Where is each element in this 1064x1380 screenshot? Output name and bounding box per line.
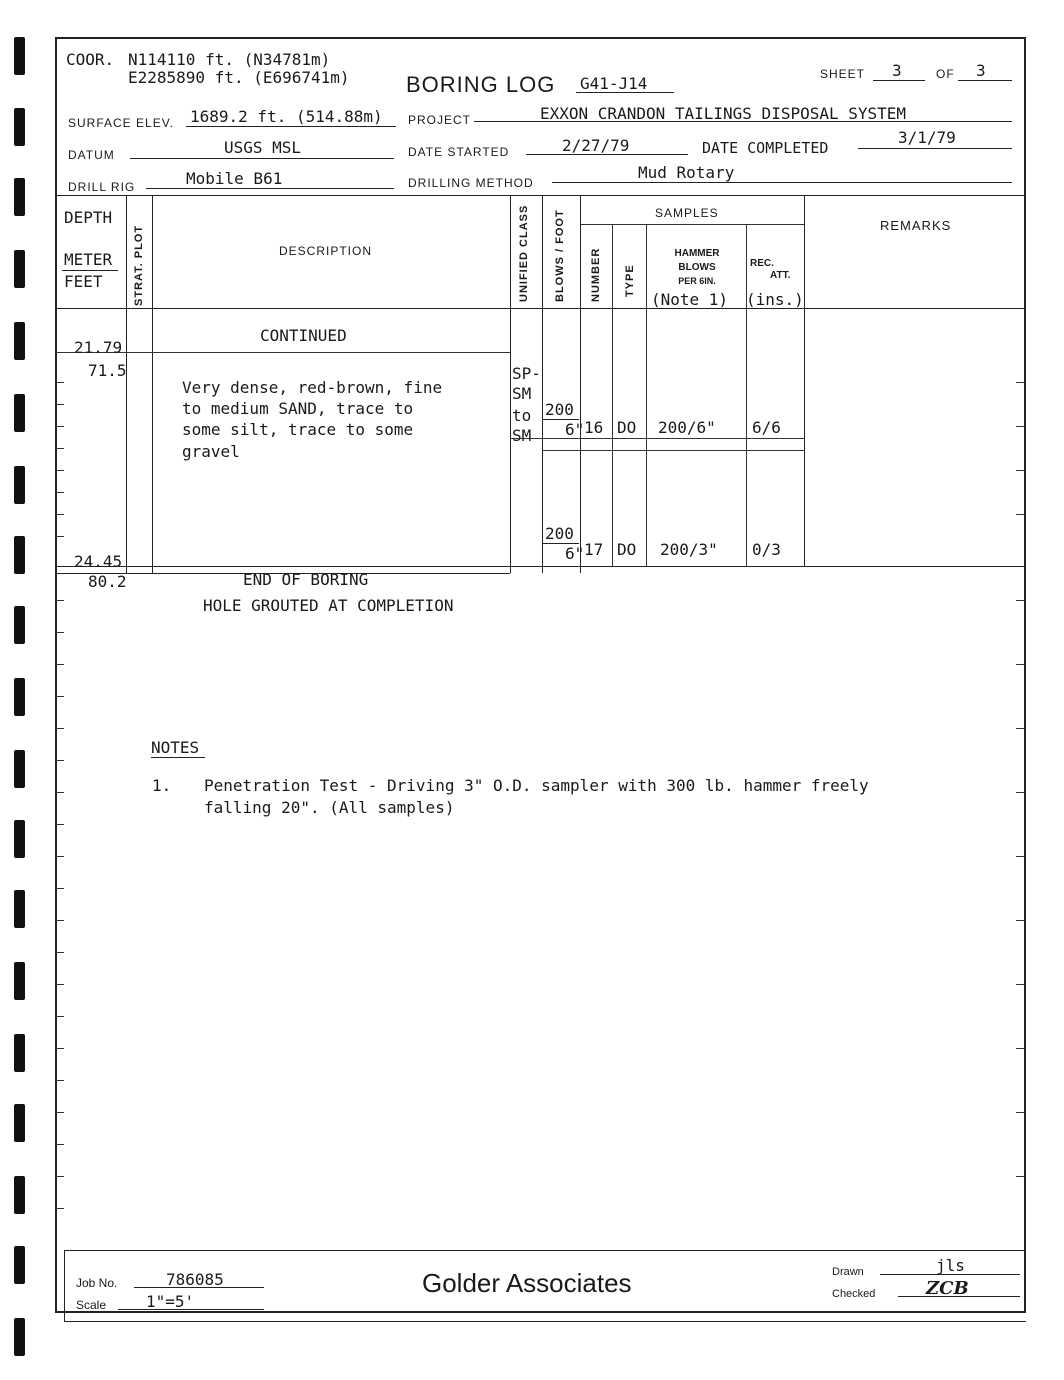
punch-hole [14,962,25,1000]
hammer-header-1: HAMMER [674,248,720,259]
of-label: OF [936,67,955,81]
depth-feet-end: 80.2 [88,572,127,591]
blows-foot-header: BLOWS / FOOT [554,209,566,302]
surface-elev-value: 1689.2 ft. (514.88m) [190,107,383,126]
punch-hole [14,37,25,75]
coor-label: COOR. [66,50,115,69]
punch-hole [14,536,25,574]
blows-value-top: 200 [545,524,574,543]
coor-north: N114110 ft. (N34781m) [128,50,331,69]
datum-label: DATUM [68,148,115,162]
company-name: Golder Associates [422,1268,632,1298]
job-number-label: Job No. [76,1276,118,1290]
strat-plot-header: STRAT. PLOT [133,224,145,306]
depth-header: DEPTH [64,208,113,227]
punch-hole [14,394,25,432]
hammer-note: (Note 1) [651,290,729,309]
description-line: some silt, trace to some [182,420,414,439]
meter-header: METER [64,250,113,269]
sample-number: 17 [584,540,604,559]
date-started-label: DATE STARTED [408,145,510,159]
punch-hole [14,1176,25,1214]
samples-header: SAMPLES [655,206,719,220]
date-completed-value: 3/1/79 [898,128,956,147]
date-started-value: 2/27/79 [562,136,630,155]
project-value: EXXON CRANDON TAILINGS DISPOSAL SYSTEM [540,104,907,123]
punch-hole [14,108,25,146]
project-label: PROJECT [408,113,472,127]
drilling-method-label: DRILLING METHOD [408,176,534,190]
recovery: 6/6 [752,418,781,437]
note-number: 1. [152,776,172,795]
punch-hole [14,678,25,716]
hole-grouted: HOLE GROUTED AT COMPLETION [203,596,454,615]
punch-hole [14,890,25,928]
drawn-value: jls [936,1256,965,1275]
recovery: 0/3 [752,540,781,559]
blows-value-top: 200 [545,400,574,419]
depth-feet-top: 71.5 [88,361,127,380]
hammer-header-2: BLOWS [678,262,716,273]
job-number-value: 786085 [166,1270,224,1289]
punch-hole [14,1318,25,1356]
unified-class-header: UNIFIED CLASS [518,204,530,302]
boring-id: G41-J14 [580,74,648,93]
description-line: Very dense, red-brown, fine [182,378,443,397]
description-line: to medium SAND, trace to [182,399,414,418]
ins-header: (ins.) [746,290,804,309]
punch-hole [14,820,25,858]
checked-value: ZCB [926,1278,969,1299]
scale-value: 1"=5' [146,1292,195,1311]
surface-elev-label: SURFACE ELEV. [68,116,174,130]
drawn-label: Drawn [832,1266,864,1278]
checked-label: Checked [832,1288,876,1300]
punch-hole [14,606,25,644]
punch-hole [14,466,25,504]
sample-type: DO [617,418,637,437]
notes-title: NOTES [151,738,200,757]
drilling-method-value: Mud Rotary [638,163,735,182]
drill-rig-label: DRILL RIG [68,180,136,194]
description-line: gravel [182,442,240,461]
punch-hole [14,750,25,788]
punch-hole [14,1034,25,1072]
sheet-total: 3 [976,61,986,80]
sheet-number: 3 [892,61,902,80]
number-header: NUMBER [590,247,602,302]
date-completed-label: DATE COMPLETED [702,139,829,157]
drill-rig-value: Mobile B61 [186,169,283,188]
punch-hole [14,1246,25,1284]
hammer-header-3: PER 6IN. [678,276,716,286]
punch-hole [14,1104,25,1142]
rec-header: REC. [750,258,774,269]
description-header: DESCRIPTION [279,244,373,258]
type-header: TYPE [624,264,636,297]
unified-class-line: SP- [512,364,541,383]
scale-label: Scale [76,1298,107,1312]
blows-value-bottom: 6" [565,420,585,439]
sample-type: DO [617,540,637,559]
datum-value: USGS MSL [224,138,302,157]
coor-east: E2285890 ft. (E696741m) [128,68,350,87]
unified-class-line: to [512,406,532,425]
feet-header: FEET [64,272,103,291]
page-title: BORING LOG [406,72,556,97]
unified-class-line: SM [512,384,532,403]
punch-hole [14,250,25,288]
remarks-header: REMARKS [880,218,952,233]
punch-hole [14,178,25,216]
sheet-label: SHEET [820,67,866,81]
hammer-blows: 200/3" [660,540,718,559]
punch-hole [14,322,25,360]
end-of-boring: END OF BORING [243,570,369,589]
depth-meter-end: 24.45 [74,552,123,571]
depth-meter-top: 21.79 [74,338,123,357]
note-line: Penetration Test - Driving 3" O.D. sampler with 300 lb. hammer freely [204,776,869,795]
sample-number: 16 [584,418,604,437]
att-header: ATT. [770,270,791,281]
continued-label: CONTINUED [260,326,347,345]
blows-value-bottom: 6" [565,544,585,563]
note-line: falling 20". (All samples) [204,798,455,817]
hammer-blows: 200/6" [658,418,716,437]
unified-class-line: SM [512,426,532,445]
